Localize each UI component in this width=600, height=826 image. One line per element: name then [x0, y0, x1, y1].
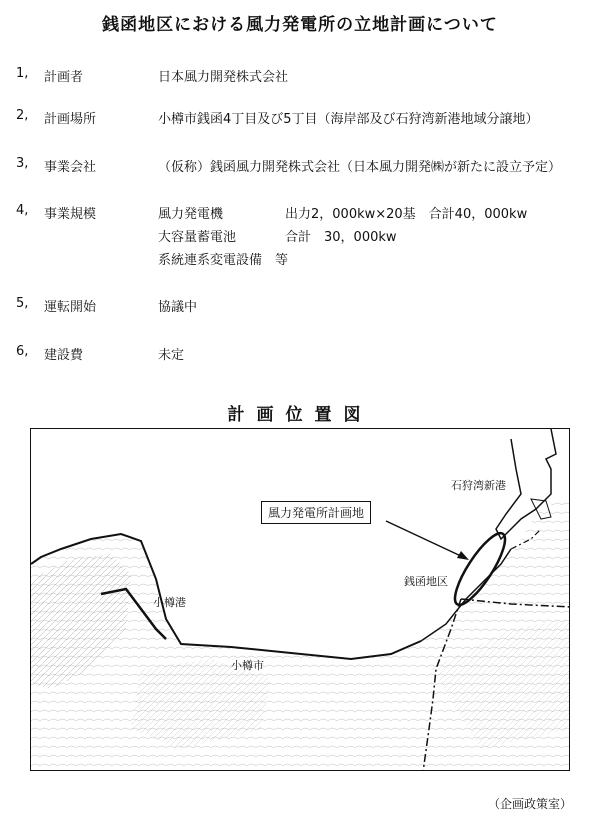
item-value: 協議中	[158, 300, 198, 315]
item-number: 6,	[16, 344, 29, 359]
scale-line-name: 風力発電機	[158, 207, 224, 222]
item-label: 計画者	[44, 70, 84, 85]
item-label: 事業会社	[44, 160, 97, 175]
scale-line-detail: 出力2，000kw×20基 合計40，000kw	[285, 207, 528, 222]
document-title: 銭函地区における風力発電所の立地計画について	[102, 15, 498, 35]
item-cost	[0, 344, 600, 364]
item-label: 建設費	[44, 348, 84, 363]
item-start	[0, 296, 600, 316]
location-map	[30, 428, 570, 771]
item-number: 3,	[16, 156, 29, 171]
callout-arrow-line	[386, 521, 463, 557]
item-value: （仮称）銭函風力開発株式会社（日本風力開発㈱が新たに設立予定）	[158, 160, 562, 175]
item-value: 未定	[158, 348, 185, 363]
scale-line-detail: 合計 30，000kw	[285, 230, 397, 245]
item-label: 運転開始	[44, 300, 97, 315]
planned-site-callout: 風力発電所計画地	[261, 501, 371, 524]
item-scale-line-2	[0, 226, 600, 246]
item-scale-line-3	[0, 249, 600, 269]
footer-department: （企画政策室）	[487, 797, 572, 811]
scale-line-name: 系統連系変電設備 等	[158, 253, 289, 268]
label-otaru-port: 小樽港	[153, 596, 186, 609]
item-number: 4,	[16, 203, 29, 218]
item-location	[0, 108, 600, 128]
scale-line-name: 大容量蓄電池	[158, 230, 237, 245]
item-number: 2,	[16, 108, 29, 123]
item-planner	[0, 66, 600, 86]
item-number: 1,	[16, 66, 29, 81]
item-scale	[0, 203, 600, 223]
label-ishikari-port: 石狩湾新港	[451, 479, 506, 492]
item-company	[0, 156, 600, 176]
item-label: 事業規模	[44, 207, 97, 222]
map-title: 計画位置図	[227, 405, 373, 425]
item-label: 計画場所	[44, 112, 97, 127]
item-value: 日本風力開発株式会社	[158, 70, 289, 85]
label-otaru-city: 小樽市	[231, 659, 264, 672]
item-number: 5,	[16, 296, 29, 311]
item-value: 小樽市銭函4丁目及び5丁目（海岸部及び石狩湾新港地域分譲地）	[158, 112, 539, 127]
callout-arrow-head	[457, 551, 469, 560]
label-zenibako: 銭函地区	[404, 575, 448, 588]
